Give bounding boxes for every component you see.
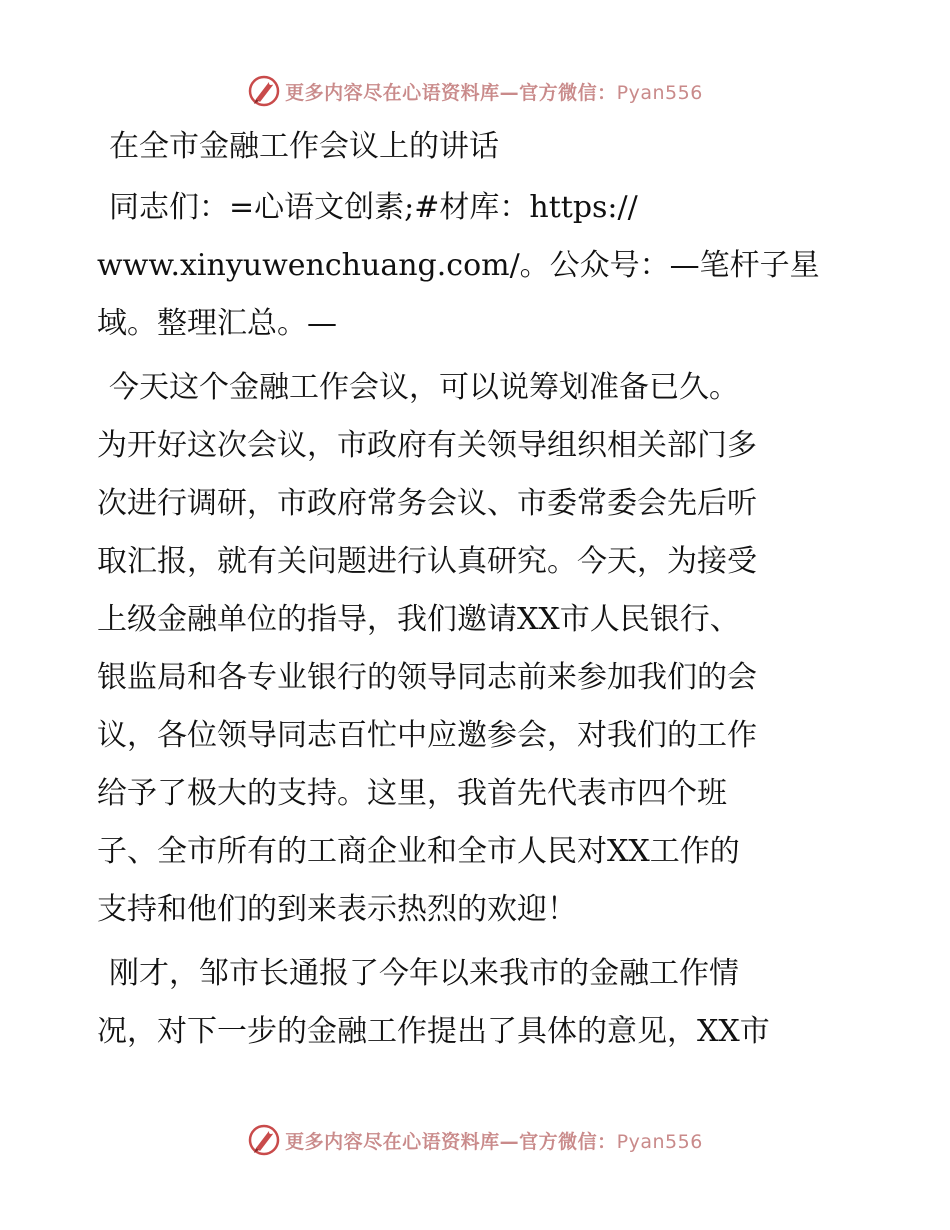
watermark-text-cn: 更多内容尽在心语资料库—官方微信： [285,81,617,104]
paragraph-2 [97,359,857,939]
paragraph-line: 支持和他们的到来表示热烈的欢迎！ [97,892,577,927]
paragraph-line: 取汇报，就有关问题进行认真研究。今天，为接受 [97,544,757,579]
paragraph-1 [97,179,857,353]
paragraph-line: 议，各位领导同志百忙中应邀参会，对我们的工作 [97,718,757,753]
document-body [97,123,857,1067]
paragraph-line: 子、全市所有的工商企业和全市人民对XX工作的 [97,834,740,869]
paragraph-line: 给予了极大的支持。这里，我首先代表市四个班 [97,776,727,811]
paragraph-line: www.xinyuwenchuang.com/。公众号：—笔杆子星 [97,248,820,283]
watermark-banner-top [0,71,950,111]
paragraph-line: 刚才，邹市长通报了今年以来我市的金融工作情 [109,956,739,991]
pen-logo-icon [247,1123,281,1157]
document-title: 在全市金融工作会议上的讲话 [109,129,499,164]
paragraph-3 [97,945,857,1061]
paragraph-line: 今天这个金融工作会议，可以说筹划准备已久。 [109,370,739,405]
paragraph-line: 次进行调研，市政府常务会议、市委常委会先后听 [97,486,757,521]
watermark-text-en: Pyan556 [616,1130,703,1153]
watermark-text [285,78,703,105]
watermark-text [285,1127,703,1154]
paragraph-line: 同志们：=心语文创素;#材库：https:// [109,190,638,225]
paragraph-line: 域。整理汇总。— [97,306,337,341]
paragraph-line: 上级金融单位的指导，我们邀请XX市人民银行、 [97,602,740,637]
watermark-text-cn: 更多内容尽在心语资料库—官方微信： [285,1130,617,1153]
paragraph-line: 银监局和各专业银行的领导同志前来参加我们的会 [97,660,757,695]
watermark-banner-bottom [0,1120,950,1160]
paragraph-line: 况，对下一步的金融工作提出了具体的意见，XX市 [97,1014,770,1049]
watermark-text-en: Pyan556 [616,81,703,104]
pen-logo-icon [247,74,281,108]
paragraph-line: 为开好这次会议，市政府有关领导组织相关部门多 [97,428,757,463]
